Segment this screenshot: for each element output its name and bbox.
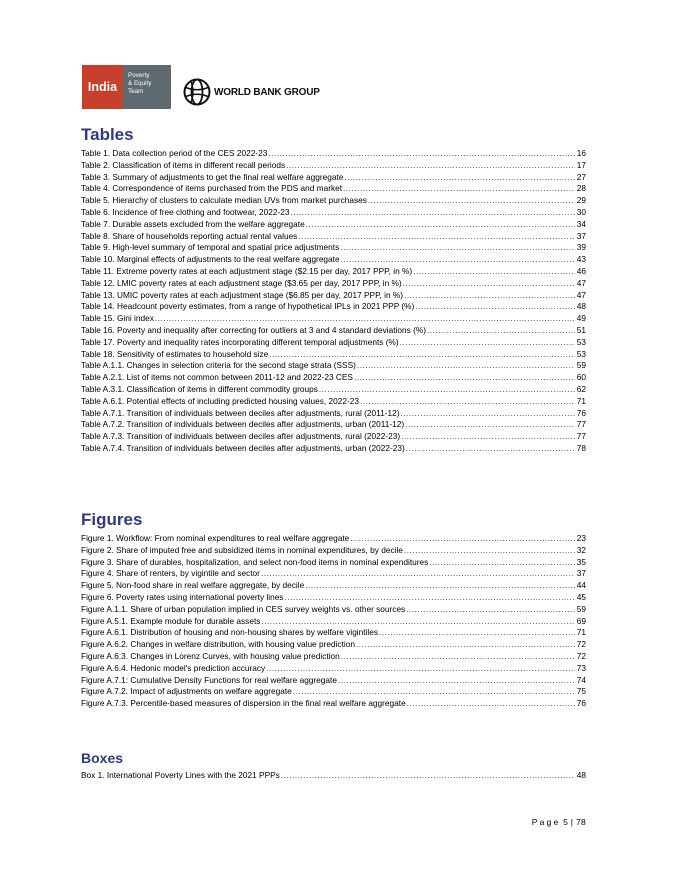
toc-table-entry[interactable] [81, 290, 586, 302]
dot-leader [298, 231, 574, 243]
toc-entry-page: 76 [576, 698, 586, 709]
toc-entry-page: 77 [576, 419, 586, 430]
toc-entry-page: 73 [576, 662, 586, 673]
dot-leader [429, 557, 574, 569]
boxes-section [81, 750, 586, 782]
toc-table-entry[interactable] [81, 207, 586, 219]
toc-entry-page: 53 [576, 336, 586, 347]
toc-entry-page: 77 [576, 431, 586, 442]
figures-list [81, 533, 586, 710]
toc-entry-page: 34 [576, 218, 586, 229]
toc-entry-title: Figure A.6.3. Changes in Lorenz Curves, with housing value prediction [81, 650, 340, 661]
toc-table-entry[interactable] [81, 384, 586, 396]
dot-leader [400, 337, 575, 349]
dot-leader [319, 384, 575, 396]
toc-table-entry[interactable] [81, 408, 586, 420]
toc-entry-page: 48 [576, 301, 586, 312]
boxes-list [81, 770, 586, 782]
toc-entry-title: Figure A.5.1. Example module for durable assets [81, 615, 261, 626]
dot-leader [407, 698, 575, 710]
toc-entry-title: Table 7. Durable assets excluded from the welfare aggregate [81, 218, 305, 229]
toc-box-entry[interactable] [81, 770, 586, 782]
dot-leader [293, 686, 575, 698]
dot-leader [343, 183, 575, 195]
toc-figure-entry[interactable] [81, 663, 586, 675]
toc-entry-page: 60 [576, 372, 586, 383]
toc-entry-title: Figure 2. Share of imputed free and subsidized items in nominal expenditures, by decile [81, 544, 403, 555]
toc-entry-page: 48 [576, 770, 586, 780]
toc-entry-title: Figure 6. Poverty rates using international poverty lines [81, 591, 284, 602]
toc-entry-title: Figure A.6.1. Distribution of housing and non-housing shares by welfare vigintiles [81, 627, 379, 638]
dot-leader [404, 290, 575, 302]
dot-leader [155, 313, 575, 325]
india-poverty-equity-logo [82, 65, 171, 109]
dot-leader [427, 325, 575, 337]
toc-figure-entry[interactable] [81, 686, 586, 698]
toc-entry-page: 37 [576, 568, 586, 579]
dot-leader [305, 580, 575, 592]
toc-entry-title: Table A.7.2. Transition of individuals between deciles after adjustments, urban (2011-12) [81, 419, 405, 430]
toc-entry-page: 32 [576, 544, 586, 555]
toc-entry-title: Figure 5. Non-food share in real welfare aggregate, by decile [81, 580, 305, 591]
toc-entry-title: Figure A.6.4. Hedonic model's prediction accuracy [81, 662, 266, 673]
globe-icon [183, 78, 211, 106]
toc-table-entry[interactable] [81, 372, 586, 384]
toc-entry-page: 44 [576, 580, 586, 591]
toc-entry-title: Table 1. Data collection period of the CES 2022-23 [81, 148, 268, 158]
toc-entry-page: 37 [576, 230, 586, 241]
toc-figure-entry[interactable] [81, 698, 586, 710]
toc-table-entry[interactable] [81, 183, 586, 195]
toc-figure-entry[interactable] [81, 557, 586, 569]
dot-leader [413, 266, 575, 278]
toc-entry-page: 51 [576, 324, 586, 335]
toc-table-entry[interactable] [81, 172, 586, 184]
toc-entry-page: 28 [576, 183, 586, 194]
toc-figure-entry[interactable] [81, 580, 586, 592]
toc-entry-title: Table 2. Classification of items in different recall periods [81, 159, 286, 170]
toc-entry-page: 71 [576, 627, 586, 638]
toc-table-entry[interactable] [81, 431, 586, 443]
toc-entry-title: Figure A.7.3. Percentile-based measures of dispersion in the final real welfare aggregate [81, 698, 406, 709]
toc-table-entry[interactable] [81, 242, 586, 254]
toc-entry-page: 53 [576, 348, 586, 359]
toc-entry-title: Table A.6.1. Potential effects of including predicted housing values, 2022-23 [81, 395, 359, 406]
toc-figure-entry[interactable] [81, 533, 586, 545]
toc-table-entry[interactable] [81, 360, 586, 372]
world-bank-group-text: WORLD BANK GROUP [214, 86, 320, 98]
dot-leader [269, 349, 575, 361]
toc-table-entry[interactable] [81, 337, 586, 349]
toc-entry-title: Table 9. High-level summary of temporal and spatial price adjustments [81, 242, 340, 253]
toc-entry-title: Figure 4. Share of renters, by vigintile and sector [81, 568, 260, 579]
toc-entry-page: 30 [576, 206, 586, 217]
dot-leader [354, 372, 575, 384]
dot-leader [341, 651, 575, 663]
toc-entry-page: 47 [576, 277, 586, 288]
toc-entry-page: 59 [576, 360, 586, 371]
dot-leader [261, 568, 575, 580]
toc-entry-page: 71 [576, 395, 586, 406]
toc-entry-title: Table A.2.1. List of items not common between 2011-12 and 2022-23 CES [81, 372, 353, 383]
dot-leader [266, 663, 575, 675]
dot-leader [338, 675, 575, 687]
world-bank-group-logo [183, 77, 320, 107]
toc-entry-title: Table A.3.1. Classification of items in different commodity groups [81, 383, 318, 394]
toc-table-entry[interactable] [81, 278, 586, 290]
toc-table-entry[interactable] [81, 266, 586, 278]
toc-entry-title: Table 13. UMIC poverty rates at each adjustment stage ($6.85 per day, 2017 PPP, in %) [81, 289, 404, 300]
toc-table-entry[interactable] [81, 396, 586, 408]
toc-entry-page: 78 [576, 442, 586, 453]
toc-table-entry[interactable] [81, 254, 586, 266]
toc-figure-entry[interactable] [81, 627, 586, 639]
toc-entry-page: 72 [576, 639, 586, 650]
toc-entry-title: Figure 1. Workflow: From nominal expenditures to real welfare aggregate [81, 533, 350, 543]
dot-leader [284, 592, 574, 604]
dot-leader [405, 419, 575, 431]
toc-entry-title: Table A.7.3. Transition of individuals between deciles after adjustments, rural (2022-23) [81, 431, 401, 442]
dot-leader [268, 148, 574, 160]
dot-leader [406, 604, 575, 616]
toc-entry-title: Table A.7.1. Transition of individuals between deciles after adjustments, rural (2011-12) [81, 407, 400, 418]
toc-entry-page: 43 [576, 254, 586, 265]
toc-entry-page: 39 [576, 242, 586, 253]
toc-entry-page: 17 [576, 159, 586, 170]
dot-leader [404, 545, 575, 557]
toc-entry-title: Figure A.1.1. Share of urban population implied in CES survey weights vs. other sources [81, 603, 406, 614]
toc-entry-title: Table 18. Sensitivity of estimates to household size [81, 348, 269, 359]
india-logo-line: Team [128, 88, 144, 95]
toc-figure-entry[interactable] [81, 592, 586, 604]
dot-leader [356, 639, 575, 651]
toc-table-entry[interactable] [81, 301, 586, 313]
toc-entry-page: 62 [576, 383, 586, 394]
toc-entry-page: 49 [576, 313, 586, 324]
dot-leader [286, 160, 575, 172]
dot-leader [406, 443, 575, 455]
toc-entry-page: 35 [576, 556, 586, 567]
tables-list [81, 148, 586, 455]
toc-entry-title: Table 3. Summary of adjustments to get the final real welfare aggregate [81, 171, 344, 182]
toc-figure-entry[interactable] [81, 639, 586, 651]
toc-entry-page: 72 [576, 650, 586, 661]
toc-entry-title: Table 10. Marginal effects of adjustments to the real welfare aggregate [81, 254, 340, 265]
total-pages: 78 [575, 817, 586, 827]
toc-table-entry[interactable] [81, 231, 586, 243]
dot-leader [306, 219, 575, 231]
india-logo-team [123, 65, 171, 109]
toc-entry-title: Table 6. Incidence of free clothing and footwear, 2022-23 [81, 206, 290, 217]
toc-entry-title: Figure 3. Share of durables, hospitalization, and select non-food items in nominal expenditures [81, 556, 429, 567]
dot-leader [379, 627, 575, 639]
toc-entry-title: Table 16. Poverty and inequality after correcting for outliers at 3 and 4 standard deviations (%) [81, 324, 426, 335]
dot-leader [350, 533, 575, 545]
toc-entry-page: 76 [576, 407, 586, 418]
dot-leader [281, 770, 575, 782]
dot-leader [415, 301, 574, 313]
toc-entry-title: Box 1. International Poverty Lines with the 2021 PPPs [81, 770, 280, 780]
toc-entry-title: Table A.1.1. Changes in selection criteria for the second stage strata (SSS) [81, 360, 356, 371]
toc-entry-page: 69 [576, 615, 586, 626]
toc-figure-entry[interactable] [81, 616, 586, 628]
dot-leader [344, 172, 574, 184]
toc-table-entry[interactable] [81, 148, 586, 160]
toc-figure-entry[interactable] [81, 651, 586, 663]
toc-table-entry[interactable] [81, 313, 586, 325]
toc-entry-title: Figure A.6.2. Changes in welfare distribution, with housing value prediction [81, 639, 355, 650]
figures-heading: Figures [81, 510, 143, 529]
toc-entry-title: Table 12. LMIC poverty rates at each adjustment stage ($3.65 per day, 2017 PPP, in %) [81, 277, 402, 288]
toc-entry-title: Table 4. Correspondence of items purchased from the PDS and market [81, 183, 343, 194]
toc-table-entry[interactable] [81, 419, 586, 431]
india-logo-line: & Equity [128, 80, 152, 87]
dot-leader [403, 278, 575, 290]
toc-entry-title: Table 15. Gini index [81, 313, 154, 324]
toc-entry-title: Table 5. Hierarchy of clusters to calculate median UVs from market purchases [81, 195, 367, 206]
toc-entry-page: 45 [576, 591, 586, 602]
toc-entry-title: Figure A.7.1: Cumulative Density Functions for real welfare aggregate [81, 674, 337, 685]
toc-entry-title: Figure A.7.2. Impact of adjustments on welfare aggregate [81, 686, 292, 697]
toc-entry-title: Table 11. Extreme poverty rates at each adjustment stage ($2.15 per day, 2017 PPP, in %) [81, 265, 413, 276]
toc-entry-page: 47 [576, 289, 586, 300]
page-footer: Page 5 | 78 [531, 817, 586, 827]
page-label: Page [531, 817, 561, 827]
toc-table-entry[interactable] [81, 195, 586, 207]
dot-leader [341, 254, 575, 266]
dot-leader [401, 408, 575, 420]
dot-leader [368, 195, 575, 207]
toc-entry-title: Table A.7.4. Transition of individuals between deciles after adjustments, urban (2022-23) [81, 442, 405, 453]
toc-entry-title: Table 8. Share of households reporting actual rental values [81, 230, 298, 241]
toc-entry-page: 29 [576, 195, 586, 206]
toc-table-entry[interactable] [81, 443, 586, 455]
dot-leader [357, 360, 575, 372]
toc-figure-entry[interactable] [81, 604, 586, 616]
toc-figure-entry[interactable] [81, 675, 586, 687]
toc-figure-entry[interactable] [81, 568, 586, 580]
toc-entry-page: 46 [576, 265, 586, 276]
boxes-heading: Boxes [81, 750, 124, 766]
toc-entry-title: Table 17. Poverty and inequality rates incorporating different temporal adjustments (%) [81, 336, 399, 347]
toc-entry-page: 23 [576, 533, 586, 543]
dot-leader [360, 396, 575, 408]
tables-heading: Tables [81, 125, 134, 144]
dot-leader [401, 431, 575, 443]
toc-table-entry[interactable] [81, 349, 586, 361]
toc-entry-title: Table 14. Headcount poverty estimates, from a range of hypothetical IPLs in 2021 PPP (%) [81, 301, 415, 312]
toc-table-entry[interactable] [81, 219, 586, 231]
india-logo-line: Poverty [128, 72, 150, 79]
toc-figure-entry[interactable] [81, 545, 586, 557]
page-number: 5 [563, 817, 569, 827]
figures-section [81, 510, 586, 710]
toc-entry-page: 27 [576, 171, 586, 182]
india-logo-country: India [82, 65, 123, 109]
toc-table-entry[interactable] [81, 160, 586, 172]
toc-entry-page: 16 [576, 148, 586, 158]
dot-leader [291, 207, 575, 219]
toc-table-entry[interactable] [81, 325, 586, 337]
dot-leader [261, 616, 574, 628]
toc-entry-page: 75 [576, 686, 586, 697]
toc-entry-page: 74 [576, 674, 586, 685]
tables-section [81, 125, 586, 455]
dot-leader [340, 242, 575, 254]
toc-entry-page: 59 [576, 603, 586, 614]
